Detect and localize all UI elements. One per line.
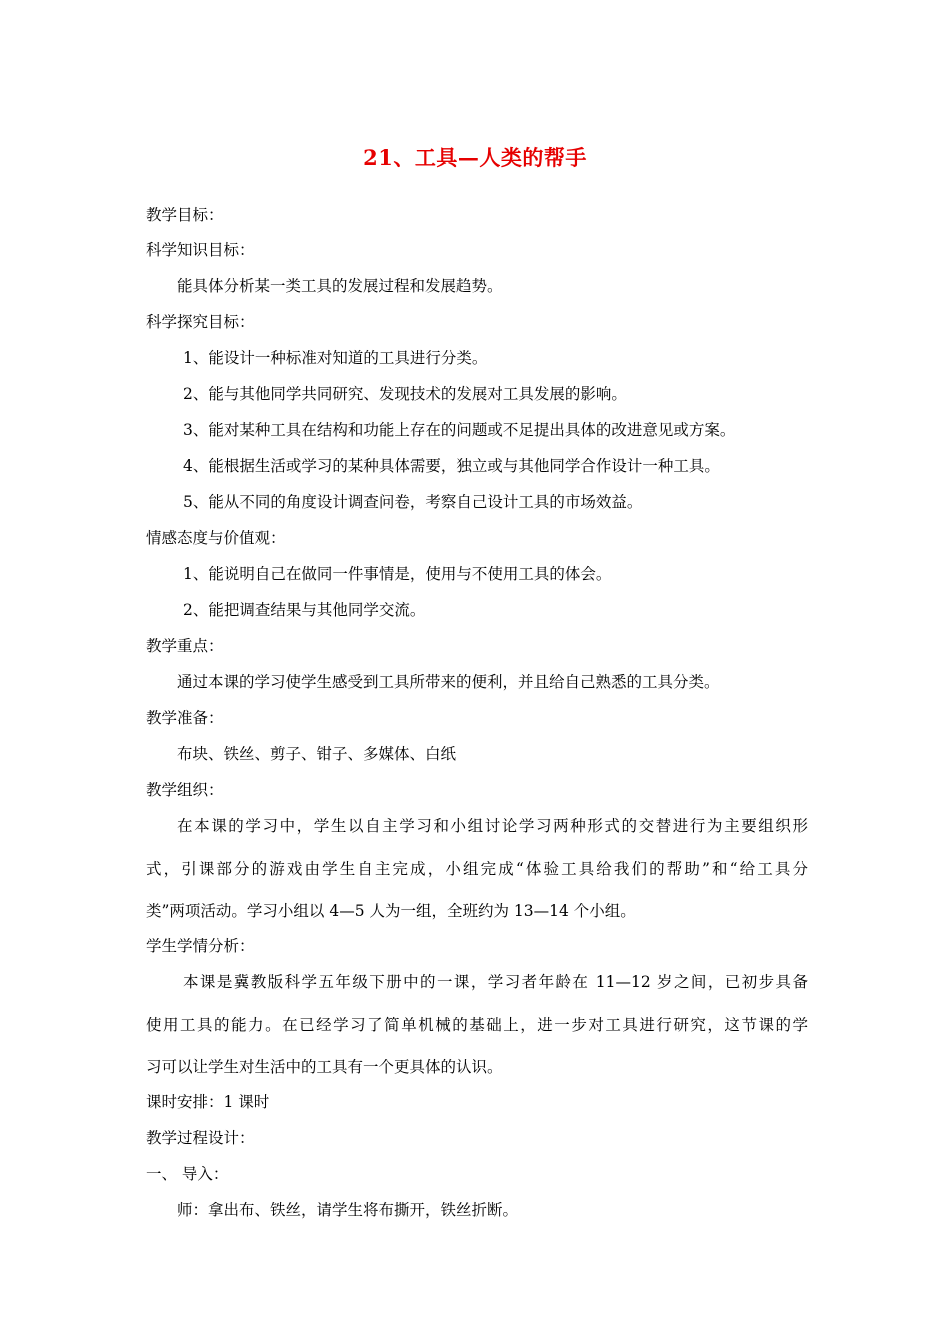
paragraph-organization-line-3: 类”两项活动。学习小组以 4—5 人为一组，全班约为 13—14 个小组。 <box>146 902 636 920</box>
heading-preparation: 教学准备： <box>146 709 224 727</box>
list-item-inquiry-5: 5、能从不同的角度设计调查问卷，考察自己设计工具的市场效益。 <box>183 493 643 511</box>
list-item-inquiry-1: 1、能设计一种标准对知道的工具进行分类。 <box>183 349 488 367</box>
heading-organization: 教学组织： <box>146 781 224 799</box>
list-item-inquiry-2: 2、能与其他同学共同研究、发现技术的发展对工具发展的影响。 <box>183 385 627 403</box>
list-item-inquiry-4: 4、能根据生活或学习的某种具体需要，独立或与其他同学合作设计一种工具。 <box>183 457 720 475</box>
heading-teaching-goals: 教学目标： <box>146 206 224 224</box>
paragraph-class-hours: 课时安排：1 课时 <box>146 1093 270 1111</box>
list-item-inquiry-3: 3、能对某种工具在结构和功能上存在的问题或不足提出具体的改进意见或方案。 <box>183 421 736 439</box>
paragraph-teacher-action: 师：拿出布、铁丝，请学生将布撕开，铁丝折断。 <box>177 1201 519 1219</box>
document-title: 21、工具—人类的帮手 <box>363 145 587 170</box>
heading-key-points: 教学重点： <box>146 637 224 655</box>
heading-student-analysis: 学生学情分析： <box>146 937 255 955</box>
paragraph-organization-line-2: 式，引课部分的游戏由学生自主完成，小组完成“体验工具给我们的帮助”和“给工具分 <box>146 860 808 878</box>
heading-introduction: 一、 导入： <box>146 1165 229 1183</box>
paragraph-analysis-line-1: 本课是冀教版科学五年级下册中的一课，学习者年龄在 11—12 岁之间，已初步具备 <box>183 973 808 991</box>
paragraph-preparation: 布块、铁丝、剪子、钳子、多媒体、白纸 <box>177 745 457 763</box>
list-item-attitude-2: 2、能把调查结果与其他同学交流。 <box>183 601 426 619</box>
paragraph-analysis-line-3: 习可以让学生对生活中的工具有一个更具体的认识。 <box>146 1058 503 1076</box>
paragraph-analysis-line-2: 使用工具的能力。在已经学习了简单机械的基础上，进一步对工具进行研究，这节课的学 <box>146 1016 808 1034</box>
paragraph-key-points: 通过本课的学习使学生感受到工具所带来的便利，并且给自己熟悉的工具分类。 <box>177 673 720 691</box>
list-item-attitude-1: 1、能说明自己在做同一件事情是，使用与不使用工具的体会。 <box>183 565 612 583</box>
heading-inquiry-goals: 科学探究目标： <box>146 313 255 331</box>
paragraph-organization-line-1: 在本课的学习中，学生以自主学习和小组讨论学习两种形式的交替进行为主要组织形 <box>177 817 808 835</box>
heading-attitude-values: 情感态度与价值观： <box>146 529 286 547</box>
heading-knowledge-goals: 科学知识目标： <box>146 241 255 259</box>
heading-process-design: 教学过程设计： <box>146 1129 255 1147</box>
paragraph-knowledge-goal: 能具体分析某一类工具的发展过程和发展趋势。 <box>177 277 503 295</box>
